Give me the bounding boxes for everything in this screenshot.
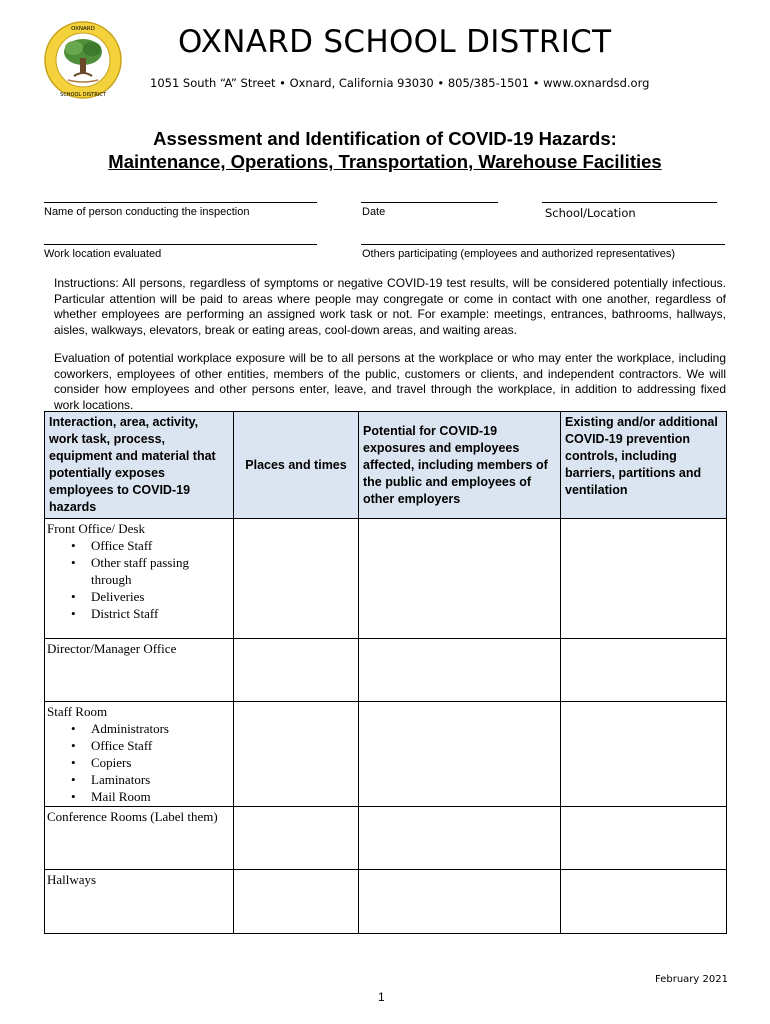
header-exposure-potential: Potential for COVID-19 exposures and employees affected, including members of the public and employees of other employers bbox=[359, 412, 561, 519]
header-interaction-area: Interaction, area, activity, work task, process, equipment and material that potentially exposes employees to COVID-19 hazards bbox=[45, 412, 234, 519]
row-title: Front Office/ Desk bbox=[47, 521, 145, 536]
controls-cell[interactable] bbox=[561, 870, 727, 934]
header-places-times: Places and times bbox=[234, 412, 359, 519]
places-times-cell[interactable] bbox=[234, 702, 359, 807]
exposure-cell[interactable] bbox=[359, 702, 561, 807]
row-title: Hallways bbox=[47, 872, 97, 887]
table-row bbox=[45, 807, 727, 870]
list-item: • Office Staff bbox=[47, 537, 231, 554]
hazards-table bbox=[44, 411, 727, 934]
list-item: • Office Staff bbox=[47, 737, 231, 754]
row-area-cell[interactable] bbox=[45, 639, 234, 702]
document-title-line1: Assessment and Identification of COVID-19 Hazards: bbox=[153, 128, 617, 149]
table-row bbox=[45, 870, 727, 934]
inspector-name-line[interactable] bbox=[44, 202, 317, 203]
row-area-cell[interactable] bbox=[45, 807, 234, 870]
table-row bbox=[45, 639, 727, 702]
instructions-paragraph: Instructions: All persons, regardless of symptoms or negative COVID-19 test results, will be considered potentially infectious. Particular attention will be paid to areas where people may congregate or come in contact with one another, regardless of whether employees are performing an assigned work task or not. For example: meetings, entrances, bathrooms, hallways, aisles, walkways, elevators, break or eating areas, cool-down areas, and waiting areas. bbox=[54, 276, 726, 337]
district-address: 1051 South “A” Street • Oxnard, California 93030 • 805/385-1501 • www.oxnardsd.org bbox=[150, 76, 650, 90]
table-row bbox=[45, 702, 727, 807]
controls-cell[interactable] bbox=[561, 702, 727, 807]
row-title: Conference Rooms (Label them) bbox=[47, 809, 218, 824]
bullet-list bbox=[47, 537, 231, 622]
list-item: • Laminators bbox=[47, 771, 231, 788]
list-item: • Copiers bbox=[47, 754, 231, 771]
evaluation-paragraph: Evaluation of potential workplace exposure will be to all persons at the workplace or who may enter the workplace, including coworkers, employees of other entities, members of the public, customers or clients, and independent contractors. We will consider how employees and other persons enter, leave, and travel through the workplace, in addition to addressing fixed work locations. bbox=[54, 351, 726, 412]
school-location-label: School/Location bbox=[545, 206, 636, 220]
table-header-row bbox=[45, 412, 727, 519]
district-name: OXNARD SCHOOL DISTRICT bbox=[178, 24, 612, 60]
places-times-cell[interactable] bbox=[234, 519, 359, 639]
list-item: • Other staff passing through bbox=[47, 554, 231, 588]
places-times-cell[interactable] bbox=[234, 870, 359, 934]
date-label: Date bbox=[362, 206, 386, 218]
svg-text:OXNARD: OXNARD bbox=[71, 26, 95, 32]
row-area-cell[interactable] bbox=[45, 870, 234, 934]
places-times-cell[interactable] bbox=[234, 807, 359, 870]
header-prevention-controls: Existing and/or additional COVID-19 prevention controls, including barriers, partitions and ventilation bbox=[561, 412, 727, 519]
footer-date: February 2021 bbox=[655, 974, 728, 985]
work-location-label: Work location evaluated bbox=[44, 248, 162, 260]
exposure-cell[interactable] bbox=[359, 870, 561, 934]
work-location-line[interactable] bbox=[44, 244, 317, 245]
row-area-cell[interactable] bbox=[45, 519, 234, 639]
row-title: Staff Room bbox=[47, 704, 108, 719]
document-title-line2: Maintenance, Operations, Transportation, Warehouse Facilities bbox=[108, 151, 662, 172]
date-line[interactable] bbox=[361, 202, 498, 203]
exposure-cell[interactable] bbox=[359, 639, 561, 702]
list-item: • Deliveries bbox=[47, 588, 231, 605]
page-number: 1 bbox=[378, 990, 385, 1004]
list-item: • Administrators bbox=[47, 720, 231, 737]
district-seal-logo bbox=[44, 18, 122, 102]
others-participating-line[interactable] bbox=[361, 244, 725, 245]
inspector-name-label: Name of person conducting the inspection bbox=[44, 206, 250, 218]
row-title: Director/Manager Office bbox=[47, 641, 177, 656]
list-item: • Mail Room bbox=[47, 788, 231, 805]
table-row bbox=[45, 519, 727, 639]
row-area-cell[interactable] bbox=[45, 702, 234, 807]
controls-cell[interactable] bbox=[561, 807, 727, 870]
controls-cell[interactable] bbox=[561, 639, 727, 702]
school-location-line[interactable] bbox=[542, 202, 717, 203]
bullet-list bbox=[47, 720, 231, 805]
svg-text:SCHOOL DISTRICT: SCHOOL DISTRICT bbox=[60, 92, 106, 98]
exposure-cell[interactable] bbox=[359, 519, 561, 639]
others-participating-label: Others participating (employees and authorized representatives) bbox=[362, 248, 676, 260]
controls-cell[interactable] bbox=[561, 519, 727, 639]
list-item: • District Staff bbox=[47, 605, 231, 622]
exposure-cell[interactable] bbox=[359, 807, 561, 870]
places-times-cell[interactable] bbox=[234, 639, 359, 702]
